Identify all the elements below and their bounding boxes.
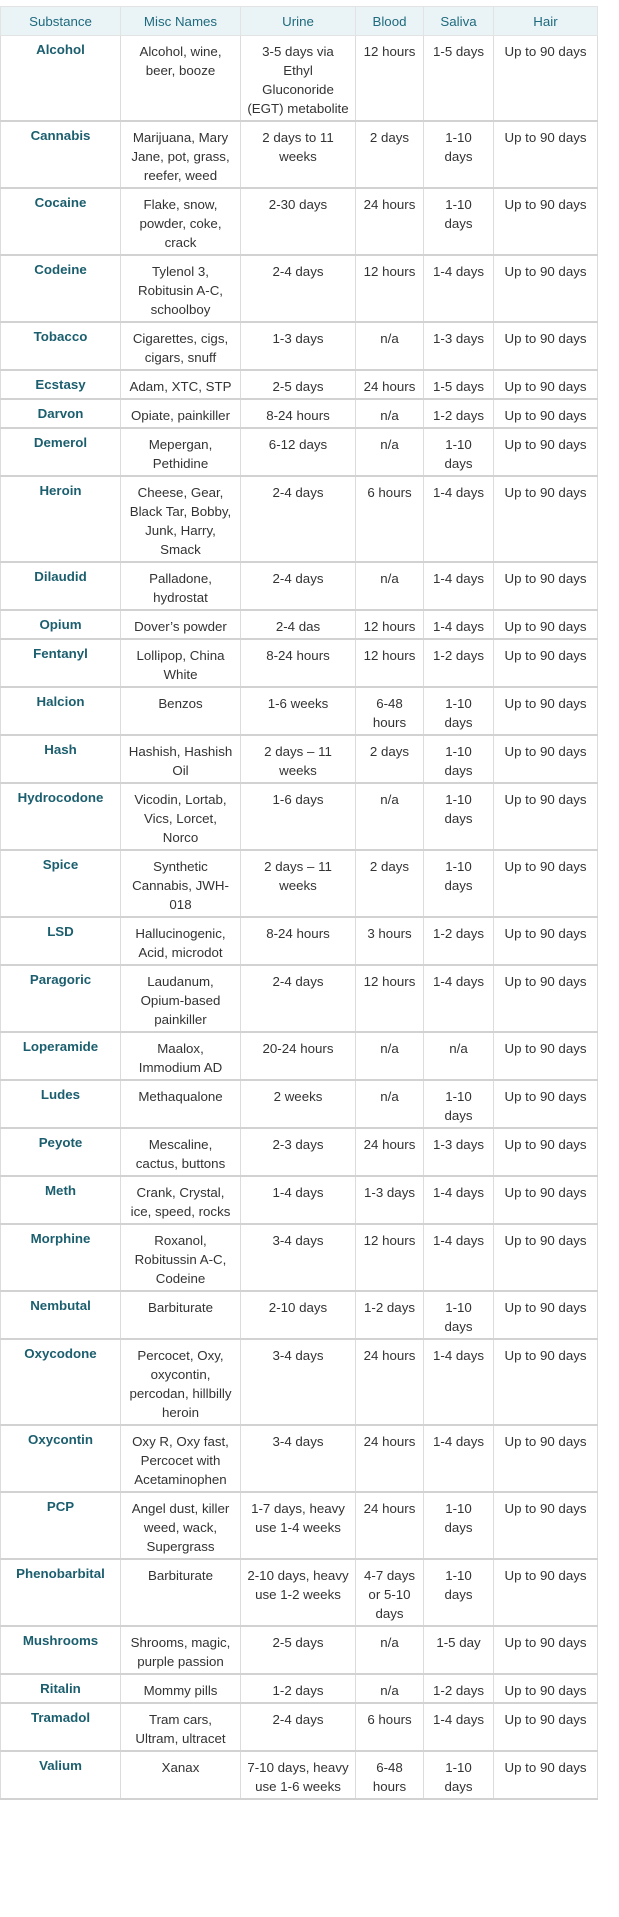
cell-saliva: n/a <box>424 1032 494 1080</box>
cell-misc-names: Tylenol 3, Robitusin A-C, schoolboy <box>121 255 241 322</box>
table-row <box>1 735 598 783</box>
cell-saliva: 1-4 days <box>424 1425 494 1492</box>
cell-hair: Up to 90 days <box>494 370 598 399</box>
cell-blood: 24 hours <box>356 1425 424 1492</box>
cell-hair: Up to 90 days <box>494 1559 598 1626</box>
cell-saliva: 1-10 days <box>424 850 494 917</box>
cell-blood: 12 hours <box>356 36 424 122</box>
cell-urine: 2-4 days <box>241 1703 356 1751</box>
cell-hair: Up to 90 days <box>494 1176 598 1224</box>
cell-blood: n/a <box>356 322 424 370</box>
cell-urine: 2 days – 11 weeks <box>241 735 356 783</box>
table-row <box>1 1425 598 1492</box>
cell-hair: Up to 90 days <box>494 735 598 783</box>
table-row <box>1 1626 598 1674</box>
cell-misc-names: Angel dust, killer weed, wack, Supergrass <box>121 1492 241 1559</box>
cell-misc-names: Cheese, Gear, Black Tar, Bobby, Junk, Harry, Smack <box>121 476 241 562</box>
table-row <box>1 1291 598 1339</box>
cell-substance: Halcion <box>1 687 121 735</box>
cell-misc-names: Synthetic Cannabis, JWH-018 <box>121 850 241 917</box>
cell-substance: Codeine <box>1 255 121 322</box>
cell-urine: 1-4 days <box>241 1176 356 1224</box>
cell-hair: Up to 90 days <box>494 639 598 687</box>
cell-blood: 2 days <box>356 121 424 188</box>
cell-substance: Paragoric <box>1 965 121 1032</box>
cell-blood: 1-3 days <box>356 1176 424 1224</box>
table-row <box>1 639 598 687</box>
table-row <box>1 965 598 1032</box>
cell-substance: Morphine <box>1 1224 121 1291</box>
table-row <box>1 1032 598 1080</box>
cell-substance: Heroin <box>1 476 121 562</box>
cell-hair: Up to 90 days <box>494 917 598 965</box>
cell-substance: Darvon <box>1 399 121 428</box>
cell-hair: Up to 90 days <box>494 188 598 255</box>
table-row <box>1 1674 598 1703</box>
cell-urine: 2-4 days <box>241 562 356 610</box>
cell-saliva: 1-10 days <box>424 1291 494 1339</box>
cell-urine: 3-4 days <box>241 1425 356 1492</box>
header-hair: Hair <box>494 7 598 36</box>
table-row <box>1 1703 598 1751</box>
cell-hair: Up to 90 days <box>494 1224 598 1291</box>
cell-blood: 3 hours <box>356 917 424 965</box>
cell-hair: Up to 90 days <box>494 1703 598 1751</box>
drug-detection-table <box>0 6 598 1800</box>
cell-saliva: 1-10 days <box>424 188 494 255</box>
cell-misc-names: Dover’s powder <box>121 610 241 639</box>
cell-urine: 3-4 days <box>241 1339 356 1425</box>
cell-urine: 1-6 days <box>241 783 356 850</box>
cell-urine: 3-5 days via Ethyl Gluconoride (EGT) metabolite <box>241 36 356 122</box>
cell-misc-names: Oxy R, Oxy fast, Percocet with Acetaminophen <box>121 1425 241 1492</box>
cell-misc-names: Opiate, painkiller <box>121 399 241 428</box>
cell-hair: Up to 90 days <box>494 1674 598 1703</box>
table-row <box>1 917 598 965</box>
cell-saliva: 1-2 days <box>424 917 494 965</box>
table-row <box>1 36 598 122</box>
table-row <box>1 121 598 188</box>
cell-saliva: 1-4 days <box>424 476 494 562</box>
cell-blood: n/a <box>356 428 424 476</box>
cell-saliva: 1-4 days <box>424 1703 494 1751</box>
cell-saliva: 1-4 days <box>424 562 494 610</box>
cell-blood: 24 hours <box>356 1128 424 1176</box>
cell-saliva: 1-4 days <box>424 255 494 322</box>
cell-substance: Tobacco <box>1 322 121 370</box>
cell-substance: Cocaine <box>1 188 121 255</box>
cell-saliva: 1-10 days <box>424 428 494 476</box>
cell-blood: 12 hours <box>356 255 424 322</box>
cell-blood: 1-2 days <box>356 1291 424 1339</box>
cell-urine: 6-12 days <box>241 428 356 476</box>
cell-saliva: 1-4 days <box>424 1339 494 1425</box>
cell-saliva: 1-10 days <box>424 1559 494 1626</box>
cell-misc-names: Hallucinogenic, Acid, microdot <box>121 917 241 965</box>
cell-saliva: 1-10 days <box>424 1492 494 1559</box>
cell-blood: 24 hours <box>356 370 424 399</box>
cell-hair: Up to 90 days <box>494 476 598 562</box>
cell-misc-names: Cigarettes, cigs, cigars, snuff <box>121 322 241 370</box>
cell-saliva: 1-10 days <box>424 1751 494 1799</box>
cell-substance: Nembutal <box>1 1291 121 1339</box>
table-row <box>1 1176 598 1224</box>
cell-blood: 2 days <box>356 850 424 917</box>
cell-hair: Up to 90 days <box>494 36 598 122</box>
table-row <box>1 399 598 428</box>
cell-substance: Oxycontin <box>1 1425 121 1492</box>
cell-substance: PCP <box>1 1492 121 1559</box>
cell-blood: 6-48 hours <box>356 687 424 735</box>
cell-substance: Meth <box>1 1176 121 1224</box>
cell-saliva: 1-10 days <box>424 1080 494 1128</box>
cell-hair: Up to 90 days <box>494 428 598 476</box>
cell-urine: 8-24 hours <box>241 917 356 965</box>
cell-blood: 12 hours <box>356 965 424 1032</box>
cell-substance: Ecstasy <box>1 370 121 399</box>
cell-hair: Up to 90 days <box>494 1128 598 1176</box>
cell-misc-names: Adam, XTC, STP <box>121 370 241 399</box>
cell-urine: 2-4 days <box>241 476 356 562</box>
cell-hair: Up to 90 days <box>494 1339 598 1425</box>
table-row <box>1 1339 598 1425</box>
cell-saliva: 1-5 days <box>424 36 494 122</box>
cell-substance: Valium <box>1 1751 121 1799</box>
cell-blood: 12 hours <box>356 1224 424 1291</box>
table-body <box>1 36 598 1800</box>
cell-urine: 2 days to 11 weeks <box>241 121 356 188</box>
cell-saliva: 1-5 day <box>424 1626 494 1674</box>
cell-saliva: 1-3 days <box>424 1128 494 1176</box>
cell-substance: Spice <box>1 850 121 917</box>
cell-misc-names: Crank, Crystal, ice, speed, rocks <box>121 1176 241 1224</box>
cell-urine: 2-4 das <box>241 610 356 639</box>
cell-substance: Hydrocodone <box>1 783 121 850</box>
table-row <box>1 188 598 255</box>
cell-substance: Loperamide <box>1 1032 121 1080</box>
cell-urine: 2-4 days <box>241 255 356 322</box>
cell-urine: 1-6 weeks <box>241 687 356 735</box>
cell-substance: LSD <box>1 917 121 965</box>
cell-misc-names: Laudanum, Opium-based painkiller <box>121 965 241 1032</box>
table-row <box>1 1559 598 1626</box>
cell-urine: 2-10 days, heavy use 1-2 weeks <box>241 1559 356 1626</box>
cell-hair: Up to 90 days <box>494 562 598 610</box>
cell-saliva: 1-10 days <box>424 121 494 188</box>
cell-blood: n/a <box>356 399 424 428</box>
cell-blood: n/a <box>356 562 424 610</box>
cell-substance: Ludes <box>1 1080 121 1128</box>
cell-hair: Up to 90 days <box>494 783 598 850</box>
cell-misc-names: Benzos <box>121 687 241 735</box>
cell-substance: Fentanyl <box>1 639 121 687</box>
cell-saliva: 1-4 days <box>424 1224 494 1291</box>
cell-hair: Up to 90 days <box>494 399 598 428</box>
cell-substance: Hash <box>1 735 121 783</box>
table-row <box>1 1751 598 1799</box>
table-row <box>1 428 598 476</box>
cell-urine: 2-30 days <box>241 188 356 255</box>
table-row <box>1 610 598 639</box>
cell-misc-names: Percocet, Oxy, oxycontin, percodan, hillbilly heroin <box>121 1339 241 1425</box>
cell-blood: 12 hours <box>356 639 424 687</box>
table-row <box>1 783 598 850</box>
header-blood: Blood <box>356 7 424 36</box>
cell-saliva: 1-2 days <box>424 399 494 428</box>
table-row <box>1 1224 598 1291</box>
cell-substance: Demerol <box>1 428 121 476</box>
table-row <box>1 476 598 562</box>
cell-misc-names: Barbiturate <box>121 1559 241 1626</box>
cell-urine: 2-4 days <box>241 965 356 1032</box>
cell-blood: 6 hours <box>356 476 424 562</box>
table-row <box>1 1492 598 1559</box>
cell-blood: n/a <box>356 1674 424 1703</box>
cell-blood: 6-48 hours <box>356 1751 424 1799</box>
cell-blood: 4-7 days or 5-10 days <box>356 1559 424 1626</box>
cell-misc-names: Mepergan, Pethidine <box>121 428 241 476</box>
cell-hair: Up to 90 days <box>494 1032 598 1080</box>
table-row <box>1 1128 598 1176</box>
cell-misc-names: Shrooms, magic, purple passion <box>121 1626 241 1674</box>
cell-misc-names: Lollipop, China White <box>121 639 241 687</box>
cell-substance: Tramadol <box>1 1703 121 1751</box>
cell-misc-names: Mommy pills <box>121 1674 241 1703</box>
cell-blood: 24 hours <box>356 1492 424 1559</box>
cell-misc-names: Maalox, Immodium AD <box>121 1032 241 1080</box>
table-row <box>1 850 598 917</box>
cell-hair: Up to 90 days <box>494 1291 598 1339</box>
cell-blood: 6 hours <box>356 1703 424 1751</box>
cell-misc-names: Roxanol, Robitussin A-C, Codeine <box>121 1224 241 1291</box>
cell-substance: Peyote <box>1 1128 121 1176</box>
cell-urine: 20-24 hours <box>241 1032 356 1080</box>
cell-saliva: 1-4 days <box>424 1176 494 1224</box>
cell-hair: Up to 90 days <box>494 322 598 370</box>
table-row <box>1 562 598 610</box>
cell-hair: Up to 90 days <box>494 1626 598 1674</box>
cell-substance: Cannabis <box>1 121 121 188</box>
header-substance: Substance <box>1 7 121 36</box>
cell-misc-names: Tram cars, Ultram, ultracet <box>121 1703 241 1751</box>
cell-urine: 8-24 hours <box>241 639 356 687</box>
cell-hair: Up to 90 days <box>494 965 598 1032</box>
cell-hair: Up to 90 days <box>494 610 598 639</box>
cell-substance: Ritalin <box>1 1674 121 1703</box>
cell-misc-names: Alcohol, wine, beer, booze <box>121 36 241 122</box>
cell-hair: Up to 90 days <box>494 687 598 735</box>
cell-hair: Up to 90 days <box>494 1751 598 1799</box>
table-row <box>1 687 598 735</box>
cell-urine: 1-2 days <box>241 1674 356 1703</box>
cell-urine: 2 weeks <box>241 1080 356 1128</box>
cell-saliva: 1-10 days <box>424 783 494 850</box>
cell-urine: 1-7 days, heavy use 1-4 weeks <box>241 1492 356 1559</box>
cell-urine: 1-3 days <box>241 322 356 370</box>
cell-blood: n/a <box>356 1080 424 1128</box>
cell-hair: Up to 90 days <box>494 850 598 917</box>
cell-saliva: 1-10 days <box>424 735 494 783</box>
cell-blood: 2 days <box>356 735 424 783</box>
cell-saliva: 1-2 days <box>424 639 494 687</box>
cell-substance: Alcohol <box>1 36 121 122</box>
cell-hair: Up to 90 days <box>494 1492 598 1559</box>
cell-saliva: 1-5 days <box>424 370 494 399</box>
cell-urine: 2-5 days <box>241 370 356 399</box>
cell-misc-names: Palladone, hydrostat <box>121 562 241 610</box>
cell-hair: Up to 90 days <box>494 255 598 322</box>
cell-blood: 24 hours <box>356 1339 424 1425</box>
cell-substance: Phenobarbital <box>1 1559 121 1626</box>
header-urine: Urine <box>241 7 356 36</box>
cell-urine: 7-10 days, heavy use 1-6 weeks <box>241 1751 356 1799</box>
header-misc-names: Misc Names <box>121 7 241 36</box>
cell-hair: Up to 90 days <box>494 1425 598 1492</box>
table-row <box>1 1080 598 1128</box>
cell-urine: 3-4 days <box>241 1224 356 1291</box>
cell-urine: 2-3 days <box>241 1128 356 1176</box>
cell-blood: 24 hours <box>356 188 424 255</box>
cell-urine: 2 days – 11 weeks <box>241 850 356 917</box>
cell-blood: n/a <box>356 1032 424 1080</box>
cell-misc-names: Vicodin, Lortab, Vics, Lorcet, Norco <box>121 783 241 850</box>
cell-urine: 8-24 hours <box>241 399 356 428</box>
cell-blood: n/a <box>356 783 424 850</box>
table-row <box>1 255 598 322</box>
cell-saliva: 1-10 days <box>424 687 494 735</box>
cell-substance: Mushrooms <box>1 1626 121 1674</box>
cell-hair: Up to 90 days <box>494 121 598 188</box>
cell-substance: Opium <box>1 610 121 639</box>
cell-saliva: 1-4 days <box>424 965 494 1032</box>
cell-urine: 2-5 days <box>241 1626 356 1674</box>
table-header-row <box>1 7 598 36</box>
cell-saliva: 1-3 days <box>424 322 494 370</box>
cell-misc-names: Hashish, Hashish Oil <box>121 735 241 783</box>
cell-blood: 12 hours <box>356 610 424 639</box>
cell-saliva: 1-2 days <box>424 1674 494 1703</box>
cell-misc-names: Flake, snow, powder, coke, crack <box>121 188 241 255</box>
cell-misc-names: Marijuana, Mary Jane, pot, grass, reefer, weed <box>121 121 241 188</box>
cell-hair: Up to 90 days <box>494 1080 598 1128</box>
cell-misc-names: Xanax <box>121 1751 241 1799</box>
cell-substance: Oxycodone <box>1 1339 121 1425</box>
cell-substance: Dilaudid <box>1 562 121 610</box>
table-row <box>1 370 598 399</box>
cell-saliva: 1-4 days <box>424 610 494 639</box>
table-row <box>1 322 598 370</box>
header-saliva: Saliva <box>424 7 494 36</box>
cell-misc-names: Methaqualone <box>121 1080 241 1128</box>
cell-blood: n/a <box>356 1626 424 1674</box>
cell-misc-names: Mescaline, cactus, buttons <box>121 1128 241 1176</box>
cell-urine: 2-10 days <box>241 1291 356 1339</box>
cell-misc-names: Barbiturate <box>121 1291 241 1339</box>
